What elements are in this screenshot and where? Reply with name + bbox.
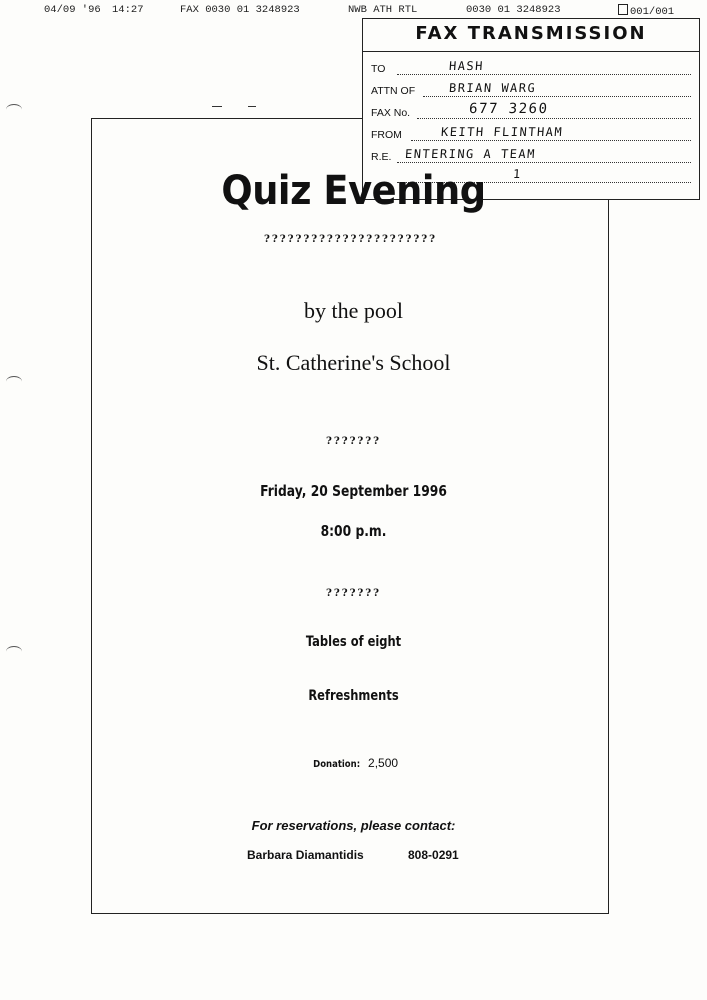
- punch-hole-mark: [6, 104, 22, 115]
- question-marks-divider: ???????: [325, 436, 381, 447]
- fax-page-icon: [618, 4, 628, 15]
- donation-label: Donation:: [313, 759, 361, 770]
- donation-value: 2,500: [368, 756, 399, 770]
- reservations-note: For reservations, please contact:: [251, 818, 456, 833]
- fax-field-to: TO HASH: [371, 57, 691, 79]
- scan-mark: [248, 106, 256, 107]
- question-marks-divider: ??????????????????????: [264, 234, 437, 245]
- punch-hole-mark: [6, 646, 22, 657]
- scan-mark: [212, 106, 222, 107]
- contact-phone: 808-0291: [408, 848, 459, 862]
- fax-field-attn: ATTN OF BRIAN WARG: [371, 79, 691, 101]
- punch-hole-mark: [6, 376, 22, 387]
- handwritten-value: HASH: [448, 59, 485, 73]
- flyer-title: Quiz Evening: [221, 168, 486, 214]
- question-marks-divider: ???????: [325, 588, 381, 599]
- fax-field-from: FROM KEITH FLINTHAM: [371, 123, 691, 145]
- handwritten-value: ENTERING A TEAM: [404, 147, 537, 161]
- refreshments-info: Refreshments: [308, 688, 399, 704]
- contact-name: Barbara Diamantidis: [247, 848, 364, 862]
- donation: [0, 756, 707, 770]
- event-date: Friday, 20 September 1996: [260, 482, 447, 500]
- fax-page-count: 001/001: [618, 4, 674, 18]
- fax-cover-title: FAX TRANSMISSION: [415, 23, 647, 44]
- fax-time: 14:27: [112, 4, 144, 16]
- handwritten-value: KEITH FLINTHAM: [440, 125, 564, 139]
- event-time: 8:00 p.m.: [320, 522, 387, 540]
- divider: [363, 51, 699, 52]
- location-line-2: St. Catherine's School: [256, 350, 451, 375]
- handwritten-value: 1: [512, 167, 523, 181]
- fax-station-number: 0030 01 3248923: [466, 4, 561, 16]
- fax-field-fax-no: FAX No. 677 3260: [371, 101, 691, 123]
- location-line-1: by the pool: [304, 298, 403, 323]
- fax-date: 04/09 '96: [44, 4, 101, 16]
- fax-station-id: NWB ATH RTL: [348, 4, 418, 16]
- handwritten-value: BRIAN WARG: [448, 81, 537, 95]
- fax-field-re: R.E. ENTERING A TEAM: [371, 145, 691, 167]
- handwritten-value: 677 3260: [468, 101, 549, 117]
- fax-number: FAX 0030 01 3248923: [180, 4, 300, 16]
- tables-info: Tables of eight: [305, 634, 402, 650]
